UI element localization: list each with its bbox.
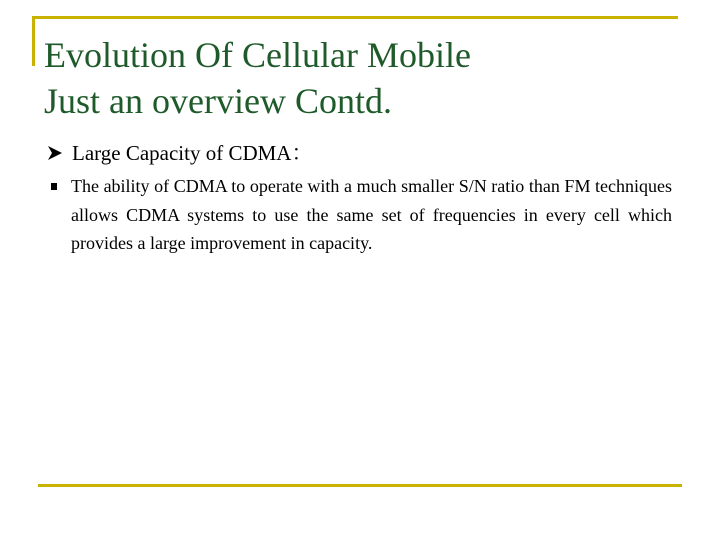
top-accent-rule	[32, 16, 678, 19]
slide-title	[44, 32, 674, 124]
bottom-accent-rule	[38, 484, 682, 487]
title-line-1: Evolution Of Cellular Mobile	[44, 35, 471, 75]
bullet-item-large-capacity	[48, 138, 678, 168]
left-accent-rule	[32, 16, 35, 66]
arrow-bullet-icon	[48, 146, 62, 160]
title-line-2: Just an overview Contd.	[44, 81, 392, 121]
bullet-text-cdma-ability: The ability of CDMA to operate with a much smaller S/N ratio than FM techniques allows CDMA systems to use the same set of frequencies in every cell which provides a large improvement in capacity.	[71, 176, 672, 253]
square-bullet-icon	[51, 183, 57, 190]
bullet-text-large-capacity: Large Capacity of CDMA：	[72, 141, 313, 165]
